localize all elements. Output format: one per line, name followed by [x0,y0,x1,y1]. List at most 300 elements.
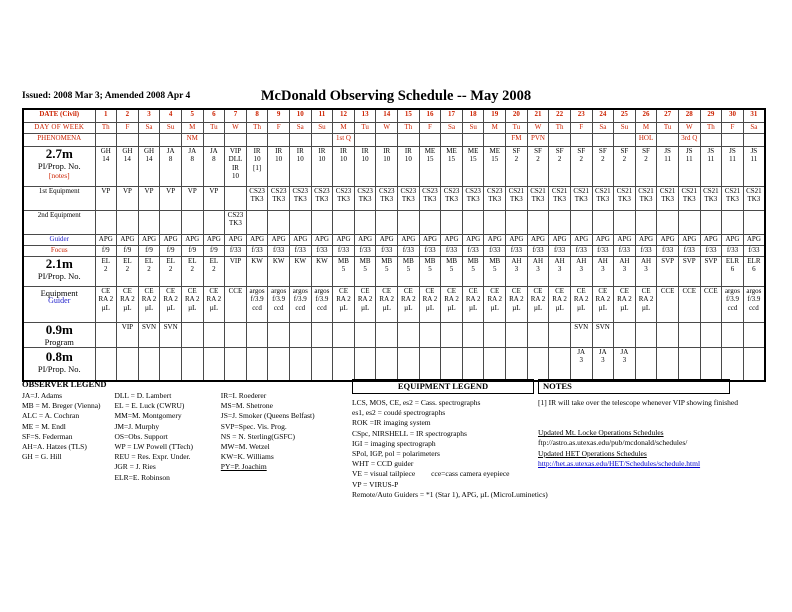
m09-program-cell [268,322,290,347]
phen-cell [743,133,765,146]
observer-legend-entry: ALC = A. Cochran [22,411,80,421]
m27-pi-cell: SF 2 [635,146,657,186]
date-cell: 17 [441,109,463,122]
phen-cell [203,133,225,146]
m08-pi-cell [722,347,744,381]
m09-program-cell: VIP [117,322,139,347]
m08-pi-cell: JA 3 [614,347,636,381]
observer-legend-entry: MW=M. Wetzel [220,442,270,452]
m09-program-cell: SVN [138,322,160,347]
equipment-legend-text: VP = VIRUS-P [352,479,399,489]
dow-cell: Th [246,122,268,133]
m27-eq2-cell: CS23 TK3 [225,210,247,234]
m08-pi-cell: JA 3 [570,347,592,381]
m27-eq2-cell [246,210,268,234]
dow-cell: Su [614,122,636,133]
m27-eq2-row-label: 2nd Equipment [23,210,95,234]
m21-pi-cell: MB 5 [398,256,420,286]
m27-focus-cell: f/33 [441,245,463,256]
m27-guider-cell: APG [181,234,203,245]
m27-pi-row [23,146,765,186]
m27-focus-cell: f/33 [570,245,592,256]
m21-pi-cell: MB 5 [419,256,441,286]
date-cell: 31 [743,109,765,122]
m21-eq-cell: CCE [700,286,722,322]
m21-eq-cell: CE RA 2 µL [570,286,592,322]
phen-cell [592,133,614,146]
m27-eq1-cell: CS23 TK3 [333,186,355,210]
m21-pi-cell: EL 2 [138,256,160,286]
m21-eq-cell: CE RA 2 µL [333,286,355,322]
m27-eq1-cell: CS23 TK3 [268,186,290,210]
m27-focus-cell: f/33 [354,245,376,256]
date-cell: 9 [268,109,290,122]
equipment-legend-entry [352,449,534,459]
m27-focus-cell: f/9 [181,245,203,256]
equipment-legend-entry [352,418,534,428]
m27-pi-cell: SF 2 [592,146,614,186]
m21-eq-cell: CE RA 2 µL [160,286,182,322]
issued-amended-line: Issued: 2008 Mar 3; Amended 2008 Apr 4 [22,91,191,101]
m27-guider-cell: APG [614,234,636,245]
m21-pi-cell: SVP [678,256,700,286]
observer-legend-entry: ELR=E. Robinson [114,472,170,482]
m21-pi-cell: AH 3 [614,256,636,286]
phen-cell: PVN [527,133,549,146]
equipment-legend-text: ROK =IR imaging system [352,418,431,428]
m21-pi-cell: EL 2 [203,256,225,286]
m27-pi-cell: SF 2 [549,146,571,186]
m27-eq1-cell: CS23 TK3 [246,186,268,210]
m27-focus-cell: f/33 [398,245,420,256]
m08-pi-cell [462,347,484,381]
equipment-legend-heading: EQUIPMENT LEGEND [352,379,534,394]
m27-guider-cell: APG [311,234,333,245]
observer-legend-entry: MB = M. Breger (Vienna) [22,401,101,411]
observer-legend-heading: OBSERVER LEGEND [22,379,107,389]
m21-pi-cell: KW [246,256,268,286]
m27-focus-row [23,245,765,256]
m27-focus-cell: f/33 [419,245,441,256]
m21-pi-cell: MB 5 [441,256,463,286]
page-title: McDonald Observing Schedule -- May 2008 [260,88,532,104]
m27-eq2-cell [289,210,311,234]
telescope-name: 2.1m [45,256,73,271]
m27-eq1-cell: CS23 TK3 [484,186,506,210]
m09-program-cell: SVN [592,322,614,347]
equipment-legend-text: VE = visual tailpiece [352,469,416,479]
phen-cell: NM [181,133,203,146]
notes-heading: NOTES [538,379,730,394]
phen-cell [657,133,679,146]
m09-program-cell [376,322,398,347]
observer-legend-entry: JGR = J. Ries [114,462,156,472]
m08-pi-cell [354,347,376,381]
date-cell: 4 [160,109,182,122]
m27-pi-cell: IR 10 [376,146,398,186]
m27-eq1-cell: CS23 TK3 [311,186,333,210]
phen-cell [311,133,333,146]
m27-eq2-cell [506,210,528,234]
observer-legend-column [114,391,220,483]
date-cell: 13 [354,109,376,122]
m27-focus-cell: f/9 [95,245,117,256]
m27-focus-cell: f/33 [657,245,679,256]
equipment-legend-text: es1, es2 = coudé spectrographs [352,408,446,418]
m27-eq1-cell: CS21 TK3 [678,186,700,210]
m21-pi-cell: AH 3 [592,256,614,286]
m08-pi-cell [398,347,420,381]
phen-cell: 3rd Q [678,133,700,146]
dow-cell: Th [95,122,117,133]
dow-cell: Sa [138,122,160,133]
m21-pi-row-label [23,256,95,286]
m21-eq-cell: argos f/3.9 ccd [268,286,290,322]
m27-focus-cell: f/33 [225,245,247,256]
date-cell: 14 [376,109,398,122]
m21-eq-cell: argos f/3.9 ccd [311,286,333,322]
dow-row [23,122,765,133]
m27-eq2-cell [700,210,722,234]
m09-program-cell [398,322,420,347]
m08-pi-cell [743,347,765,381]
m09-program-cell [657,322,679,347]
note-1: [1] IR will take over the telescope whenever VIP showing finished [538,398,738,407]
m27-eq1-cell: VP [138,186,160,210]
m27-focus-cell: f/33 [333,245,355,256]
dow-cell: Su [160,122,182,133]
date-cell: 18 [462,109,484,122]
date-cell: 19 [484,109,506,122]
dow-cell: Th [700,122,722,133]
phen-cell [722,133,744,146]
m27-guider-cell: APG [419,234,441,245]
date-cell: 27 [657,109,679,122]
m27-focus-cell: f/33 [592,245,614,256]
date-cell: 30 [722,109,744,122]
m27-pi-cell: JS 11 [722,146,744,186]
m27-eq2-cell [333,210,355,234]
m27-eq2-cell [117,210,139,234]
m27-guider-cell: APG [657,234,679,245]
m27-focus-cell: f/33 [549,245,571,256]
dow-cell: W [225,122,247,133]
m27-guider-cell: APG [441,234,463,245]
m27-eq1-cell: VP [181,186,203,210]
date-row-label: DATE (Civil) [23,109,95,122]
notes-spacer [538,408,730,428]
m27-pi-cell: SF 2 [527,146,549,186]
phen-cell [441,133,463,146]
m27-pi-cell: ME 15 [441,146,463,186]
phen-cell [95,133,117,146]
phen-cell [484,133,506,146]
m09-program-cell [678,322,700,347]
het-schedule-link[interactable]: http://het.as.utexas.edu/HET/Schedules/schedule.html [538,458,701,468]
m27-guider-cell: APG [570,234,592,245]
date-cell: 23 [570,109,592,122]
dow-cell: M [635,122,657,133]
m08-pi-cell [311,347,333,381]
m27-pi-cell: ME 15 [462,146,484,186]
m27-eq2-cell [203,210,225,234]
m21-eq-cell: CE RA 2 µL [117,286,139,322]
date-cell: 22 [549,109,571,122]
phen-cell: 1st Q [333,133,355,146]
date-cell: 29 [700,109,722,122]
m27-guider-cell: APG [376,234,398,245]
m09-program-cell [246,322,268,347]
m21-pi-cell: MB 5 [376,256,398,286]
m09-program-cell [506,322,528,347]
date-cell: 28 [678,109,700,122]
m27-eq2-cell [354,210,376,234]
m27-eq2-cell [743,210,765,234]
m09-program-cell [484,322,506,347]
observer-legend-column [22,391,114,483]
m21-eq-cell: CE RA 2 µL [462,286,484,322]
m09-program-cell [743,322,765,347]
m27-eq2-cell [160,210,182,234]
phen-cell: HOL [635,133,657,146]
m08-pi-cell [225,347,247,381]
dow-cell: M [181,122,203,133]
dow-row-label: DAY OF WEEK [23,122,95,133]
date-cell: 1 [95,109,117,122]
m21-pi-cell: EL 2 [117,256,139,286]
m21-eq-cell: CE RA 2 µL [527,286,549,322]
m21-pi-cell: MB 5 [462,256,484,286]
m09-program-cell [549,322,571,347]
date-cell: 6 [203,109,225,122]
m27-pi-cell: SF 2 [614,146,636,186]
m27-pi-cell: VIP DLL IR 10 [225,146,247,186]
m27-guider-cell: APG [138,234,160,245]
m27-guider-cell: APG [333,234,355,245]
telescope-name: 0.9m [45,322,73,337]
m27-guider-cell: APG [354,234,376,245]
m08-pi-cell [419,347,441,381]
observer-legend-entry: JS=J. Smoker (Queens Belfast) [220,411,315,421]
observer-legend-entry: AH=A. Hatzes (TLS) [22,442,87,452]
m27-focus-cell: f/9 [138,245,160,256]
phen-cell [225,133,247,146]
m27-pi-cell: IR 10 [268,146,290,186]
m08-pi-cell [657,347,679,381]
phen-cell [614,133,636,146]
notes-line: Updated HET Operations Schedules [538,448,647,458]
observer-legend [22,379,352,483]
m09-program-cell [225,322,247,347]
dow-cell: M [484,122,506,133]
m27-guider-cell: APG [246,234,268,245]
m27-guider-cell: APG [635,234,657,245]
m09-program-cell [333,322,355,347]
date-cell: 24 [592,109,614,122]
dow-cell: W [527,122,549,133]
m27-eq1-cell: CS23 TK3 [398,186,420,210]
m21-eq-cell: CE RA 2 µL [398,286,420,322]
phen-cell [549,133,571,146]
m27-eq1-cell: CS21 TK3 [549,186,571,210]
date-cell: 12 [333,109,355,122]
m27-eq1-cell: VP [203,186,225,210]
equipment-legend-entry [352,398,534,408]
m27-guider-cell: APG [462,234,484,245]
m27-pi-cell: IR 10 [354,146,376,186]
telescope-name: 2.7m [45,146,73,161]
m27-focus-cell: f/33 [722,245,744,256]
telescope-sublabel: Program [44,336,74,347]
m27-eq1-row-label: 1st Equipment [23,186,95,210]
dow-cell: Su [311,122,333,133]
phen-cell [700,133,722,146]
m21-eq-cell: CE RA 2 µL [419,286,441,322]
m27-guider-cell: APG [484,234,506,245]
m09-program-cell [722,322,744,347]
m27-focus-cell: f/9 [160,245,182,256]
dow-cell: Th [549,122,571,133]
observer-legend-entry: REU = Res. Expr. Under. [114,452,191,462]
observer-legend-entry: MM=M. Montgomery [114,411,182,421]
phen-cell [419,133,441,146]
date-cell: 21 [527,109,549,122]
m27-eq1-cell: CS21 TK3 [506,186,528,210]
m27-pi-cell: GH 14 [138,146,160,186]
m27-eq1-cell [225,186,247,210]
m27-focus-cell: f/33 [506,245,528,256]
notes-panel [538,379,738,469]
m09-program-cell: SVN [160,322,182,347]
m27-eq2-cell [678,210,700,234]
m08-pi-row [23,347,765,381]
m08-pi-cell [635,347,657,381]
m21-eq-cell: CE RA 2 µL [635,286,657,322]
m09-program-cell [203,322,225,347]
m27-eq1-cell: CS21 TK3 [722,186,744,210]
m27-pi-cell: IR 10 [311,146,333,186]
m27-pi-cell: ME 15 [484,146,506,186]
m08-pi-cell [95,347,117,381]
m27-eq2-cell [462,210,484,234]
m21-eq-cell: CE RA 2 µL [549,286,571,322]
m27-eq1-cell: CS21 TK3 [743,186,765,210]
dow-cell: F [722,122,744,133]
phen-cell [117,133,139,146]
m27-eq2-cell [527,210,549,234]
m21-pi-cell: VIP [225,256,247,286]
m27-guider-cell: APG [592,234,614,245]
m27-guider-cell: APG [225,234,247,245]
m09-program-cell [462,322,484,347]
equipment-legend-entry [352,480,534,490]
m27-eq1-cell: CS21 TK3 [657,186,679,210]
m27-eq2-cell [95,210,117,234]
m27-eq1-cell: CS21 TK3 [592,186,614,210]
telescope-sublabel: PI/Prop. No. [37,363,81,374]
notes-line: Updated Mt. Locke Operations Schedules [538,428,664,438]
phen-cell [376,133,398,146]
m21-pi-cell: KW [311,256,333,286]
m21-eq-cell: CE RA 2 µL [592,286,614,322]
m27-guider-cell: APG [700,234,722,245]
m21-eq-cell: CE RA 2 µL [95,286,117,322]
m21-pi-cell: AH 3 [549,256,571,286]
equipment-legend-entry [352,489,548,500]
m27-guider-cell: APG [398,234,420,245]
m27-focus-cell: f/33 [311,245,333,256]
m27-eq2-cell [181,210,203,234]
m27-focus-cell: f/33 [484,245,506,256]
m27-focus-cell: f/33 [462,245,484,256]
m27-eq1-cell: CS23 TK3 [462,186,484,210]
m21-pi-cell: ELR 6 [743,256,765,286]
observer-legend-entry: IR=I. Roederer [220,391,267,400]
m21-pi-cell: EL 2 [181,256,203,286]
m27-eq1-cell: CS21 TK3 [635,186,657,210]
m27-focus-cell: f/33 [700,245,722,256]
dow-cell: Sa [441,122,463,133]
m09-program-row [23,322,765,347]
m09-program-cell [527,322,549,347]
m08-pi-cell [289,347,311,381]
m27-eq1-cell: CS23 TK3 [289,186,311,210]
m08-pi-cell [506,347,528,381]
m27-eq1-cell: CS23 TK3 [441,186,463,210]
m09-program-row-label [23,322,95,347]
equipment-legend-text: SPol, IGP, pol = polarimeters [352,449,440,459]
m09-program-cell [354,322,376,347]
m27-guider-cell: APG [117,234,139,245]
equipment-legend-text: IGI = imaging spectrograph [352,438,436,448]
m21-eq-cell: argos f/3.9 ccd [743,286,765,322]
m27-eq2-cell [376,210,398,234]
date-cell: 10 [289,109,311,122]
m27-eq2-cell [570,210,592,234]
m08-pi-cell [181,347,203,381]
dow-cell: Sa [743,122,765,133]
m27-guider-cell: APG [549,234,571,245]
m21-eq-cell: CE RA 2 µL [354,286,376,322]
m27-guider-cell: APG [95,234,117,245]
m27-eq2-cell [657,210,679,234]
equipment-legend-entry [352,408,534,418]
m08-pi-cell [527,347,549,381]
dow-cell: Sa [592,122,614,133]
m27-focus-cell: f/33 [268,245,290,256]
m27-eq1-cell: VP [95,186,117,210]
m21-pi-cell: SVP [657,256,679,286]
m27-eq1-cell: CS23 TK3 [354,186,376,210]
equipment-legend-entry [352,439,534,449]
m27-pi-cell: GH 14 [117,146,139,186]
m09-program-cell [289,322,311,347]
m21-eq-cell: CE RA 2 µL [614,286,636,322]
m27-guider-cell: APG [678,234,700,245]
dow-cell: F [570,122,592,133]
observer-legend-entry: WP = LW Powell (TTech) [114,442,193,452]
m27-guider-cell: APG [722,234,744,245]
guider-label: Guider [48,296,71,305]
m27-guider-row-label: Guider [23,234,95,245]
m27-focus-cell: f/33 [743,245,765,256]
m27-pi-cell: JS 11 [700,146,722,186]
m27-pi-cell: JS 11 [743,146,765,186]
telescope-sublabel: PI/Prop. No. [37,160,81,171]
date-cell: 11 [311,109,333,122]
m21-eq-cell: CE RA 2 µL [506,286,528,322]
m27-guider-cell: APG [203,234,225,245]
